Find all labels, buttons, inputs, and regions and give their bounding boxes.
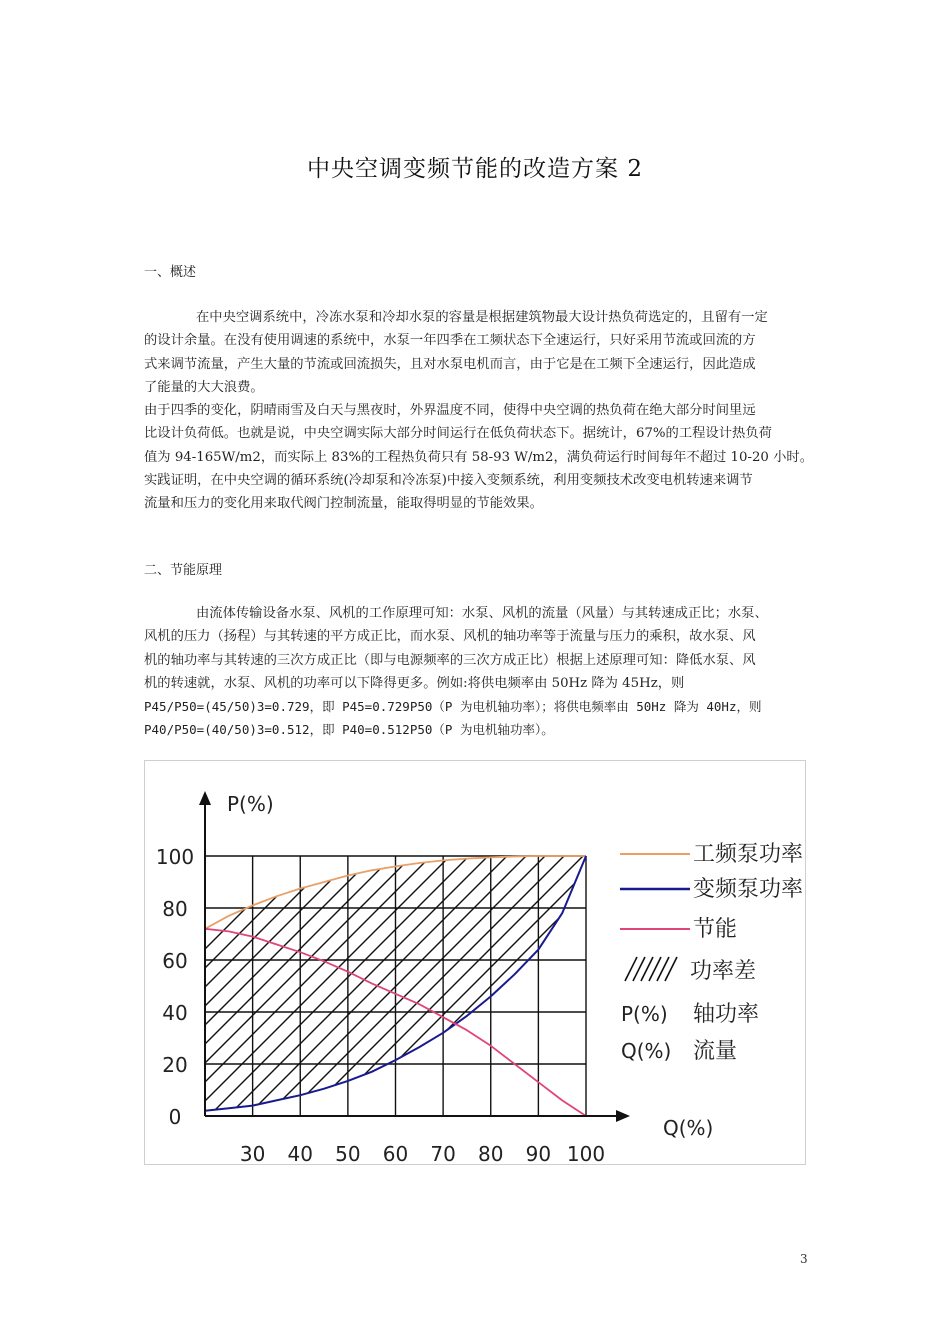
hatch-line xyxy=(209,836,489,1116)
x-tick-label: 50 xyxy=(335,1142,361,1164)
text-line: 由于四季的变化，阴晴雨雪及白天与黑夜时，外界温度不同，使得中央空调的热负荷在绝大部分时间里远 xyxy=(144,403,756,418)
hatch-line xyxy=(145,836,242,1116)
hatch-line xyxy=(418,836,698,1116)
text-line: 流量和压力的变化用来取代阀门控制流量，能取得明显的节能效果。 xyxy=(144,496,543,512)
text-line: 值为 94-165W/m2，而实际上 83%的工程热负荷只有 58-93 W/m2，满负荷运行时间每年不超过 10-20 小时。 xyxy=(144,449,814,465)
y-axis-label: P(%) xyxy=(227,792,274,816)
x-tick-label: 30 xyxy=(239,1142,266,1164)
y-tick-label: 20 xyxy=(162,1053,188,1077)
hatch-line xyxy=(152,836,432,1116)
y-tick-label: 40 xyxy=(162,1001,188,1025)
legend-label-shaft-power: 轴功率 xyxy=(693,1002,760,1027)
legend-label-q-symbol: Q(%) xyxy=(621,1039,672,1063)
power-flow-chart xyxy=(145,761,805,1164)
legend-label-flow: 流量 xyxy=(693,1039,738,1064)
y-tick-label: 80 xyxy=(162,897,188,921)
section-heading-overview: 一、概述 xyxy=(144,265,197,280)
hatch-line xyxy=(304,836,584,1116)
hatch-line xyxy=(247,836,527,1116)
legend-label-variable-frequency: 变频泵功率 xyxy=(693,877,804,902)
x-tick-label: 60 xyxy=(382,1142,409,1164)
hatch-line xyxy=(285,836,565,1116)
text-line: 式来调节流量，产生大量的节流或回流损失，且对水泵电机而言，由于它是在工频下全速运行，因此造成 xyxy=(144,356,756,372)
page-number: 3 xyxy=(800,1252,808,1266)
chart-figure xyxy=(144,760,806,1165)
hatch-line xyxy=(342,836,622,1116)
overview-paragraph-2 xyxy=(144,399,814,515)
text-line: 了能量的大大浪费。 xyxy=(144,379,264,395)
chart-legend xyxy=(620,842,803,1064)
x-axis-arrow-icon xyxy=(616,1110,630,1122)
section-heading-principle: 二、节能原理 xyxy=(144,563,223,578)
document-title: 中央空调变频节能的改造方案 2 xyxy=(307,156,643,182)
text-line: 机的转速就，水泵、风机的功率可以下降得更多。例如:将供电频率由 50Hz 降为 45Hz，则 xyxy=(144,675,685,691)
text-line: 实践证明，在中央空调的循环系统(冷却泵和冷冻泵)中接入变频系统，利用变频技术改变电机转速来调节 xyxy=(144,472,753,488)
y-tick-label: 60 xyxy=(162,949,188,973)
x-tick-label: 100 xyxy=(566,1142,606,1164)
x-tick-label: 70 xyxy=(430,1142,456,1164)
legend-label-line-frequency: 工频泵功率 xyxy=(693,842,804,867)
text-line: 风机的压力（扬程）与其转速的平方成正比，而水泵、风机的轴功率等于流量与压力的乘积，故水泵、风 xyxy=(144,629,756,645)
hatch-line xyxy=(266,836,546,1116)
y-axis-arrow-icon xyxy=(199,791,211,805)
x-tick-label: 40 xyxy=(287,1142,313,1164)
text-line: 在中央空调系统中，冷冻水泵和冷却水泵的容量是根据建筑物最大设计热负荷选定的，且留有一定 xyxy=(196,310,768,325)
hatch-line xyxy=(361,836,641,1116)
x-axis-label: Q(%) xyxy=(663,1116,714,1140)
legend-label-power-difference: 功率差 xyxy=(690,959,757,984)
formula-line: P45/P50=(45/50)3=0.729，即 P45=0.729P50（P 为电机轴功率）；将供电频率由 50Hz 降为 40Hz，则 xyxy=(144,699,762,715)
overview-paragraph-1 xyxy=(144,306,808,399)
x-tick-label: 90 xyxy=(525,1142,552,1164)
formula-line: P40/P50=(40/50)3=0.512，即 P40=0.512P50（P 为电机轴功率）。 xyxy=(144,722,554,738)
hatch-line xyxy=(380,836,660,1116)
legend-label-p-symbol: P(%) xyxy=(621,1002,668,1026)
legend-label-energy-saving: 节能 xyxy=(693,917,738,942)
hatch-line xyxy=(171,836,451,1116)
text-line: 由流体传输设备水泵、风机的工作原理可知：水泵、风机的流量（风量）与其转速成正比；水泵、 xyxy=(196,606,768,621)
text-line: 机的轴功率与其转速的三次方成正比（即与电源频率的三次方成正比）根据上述原理可知：降低水泵、风 xyxy=(144,652,756,668)
hatch-line xyxy=(190,836,470,1116)
y-tick-label: 0 xyxy=(168,1105,182,1129)
y-tick-label: 100 xyxy=(155,845,195,869)
y-tick-labels xyxy=(156,845,194,1129)
x-tick-labels xyxy=(240,1142,605,1164)
x-tick-label: 80 xyxy=(478,1142,504,1164)
principle-paragraph xyxy=(144,602,808,742)
text-line: 的设计余量。在没有使用调速的系统中，水泵一年四季在工频状态下全速运行，只好采用节流或回流的方 xyxy=(144,333,756,349)
legend-swatch-hatch xyxy=(625,957,677,981)
text-line: 比设计负荷低。也就是说，中央空调实际大部分时间运行在低负荷状态下。据统计，67%的工程设计热负荷 xyxy=(144,426,772,442)
